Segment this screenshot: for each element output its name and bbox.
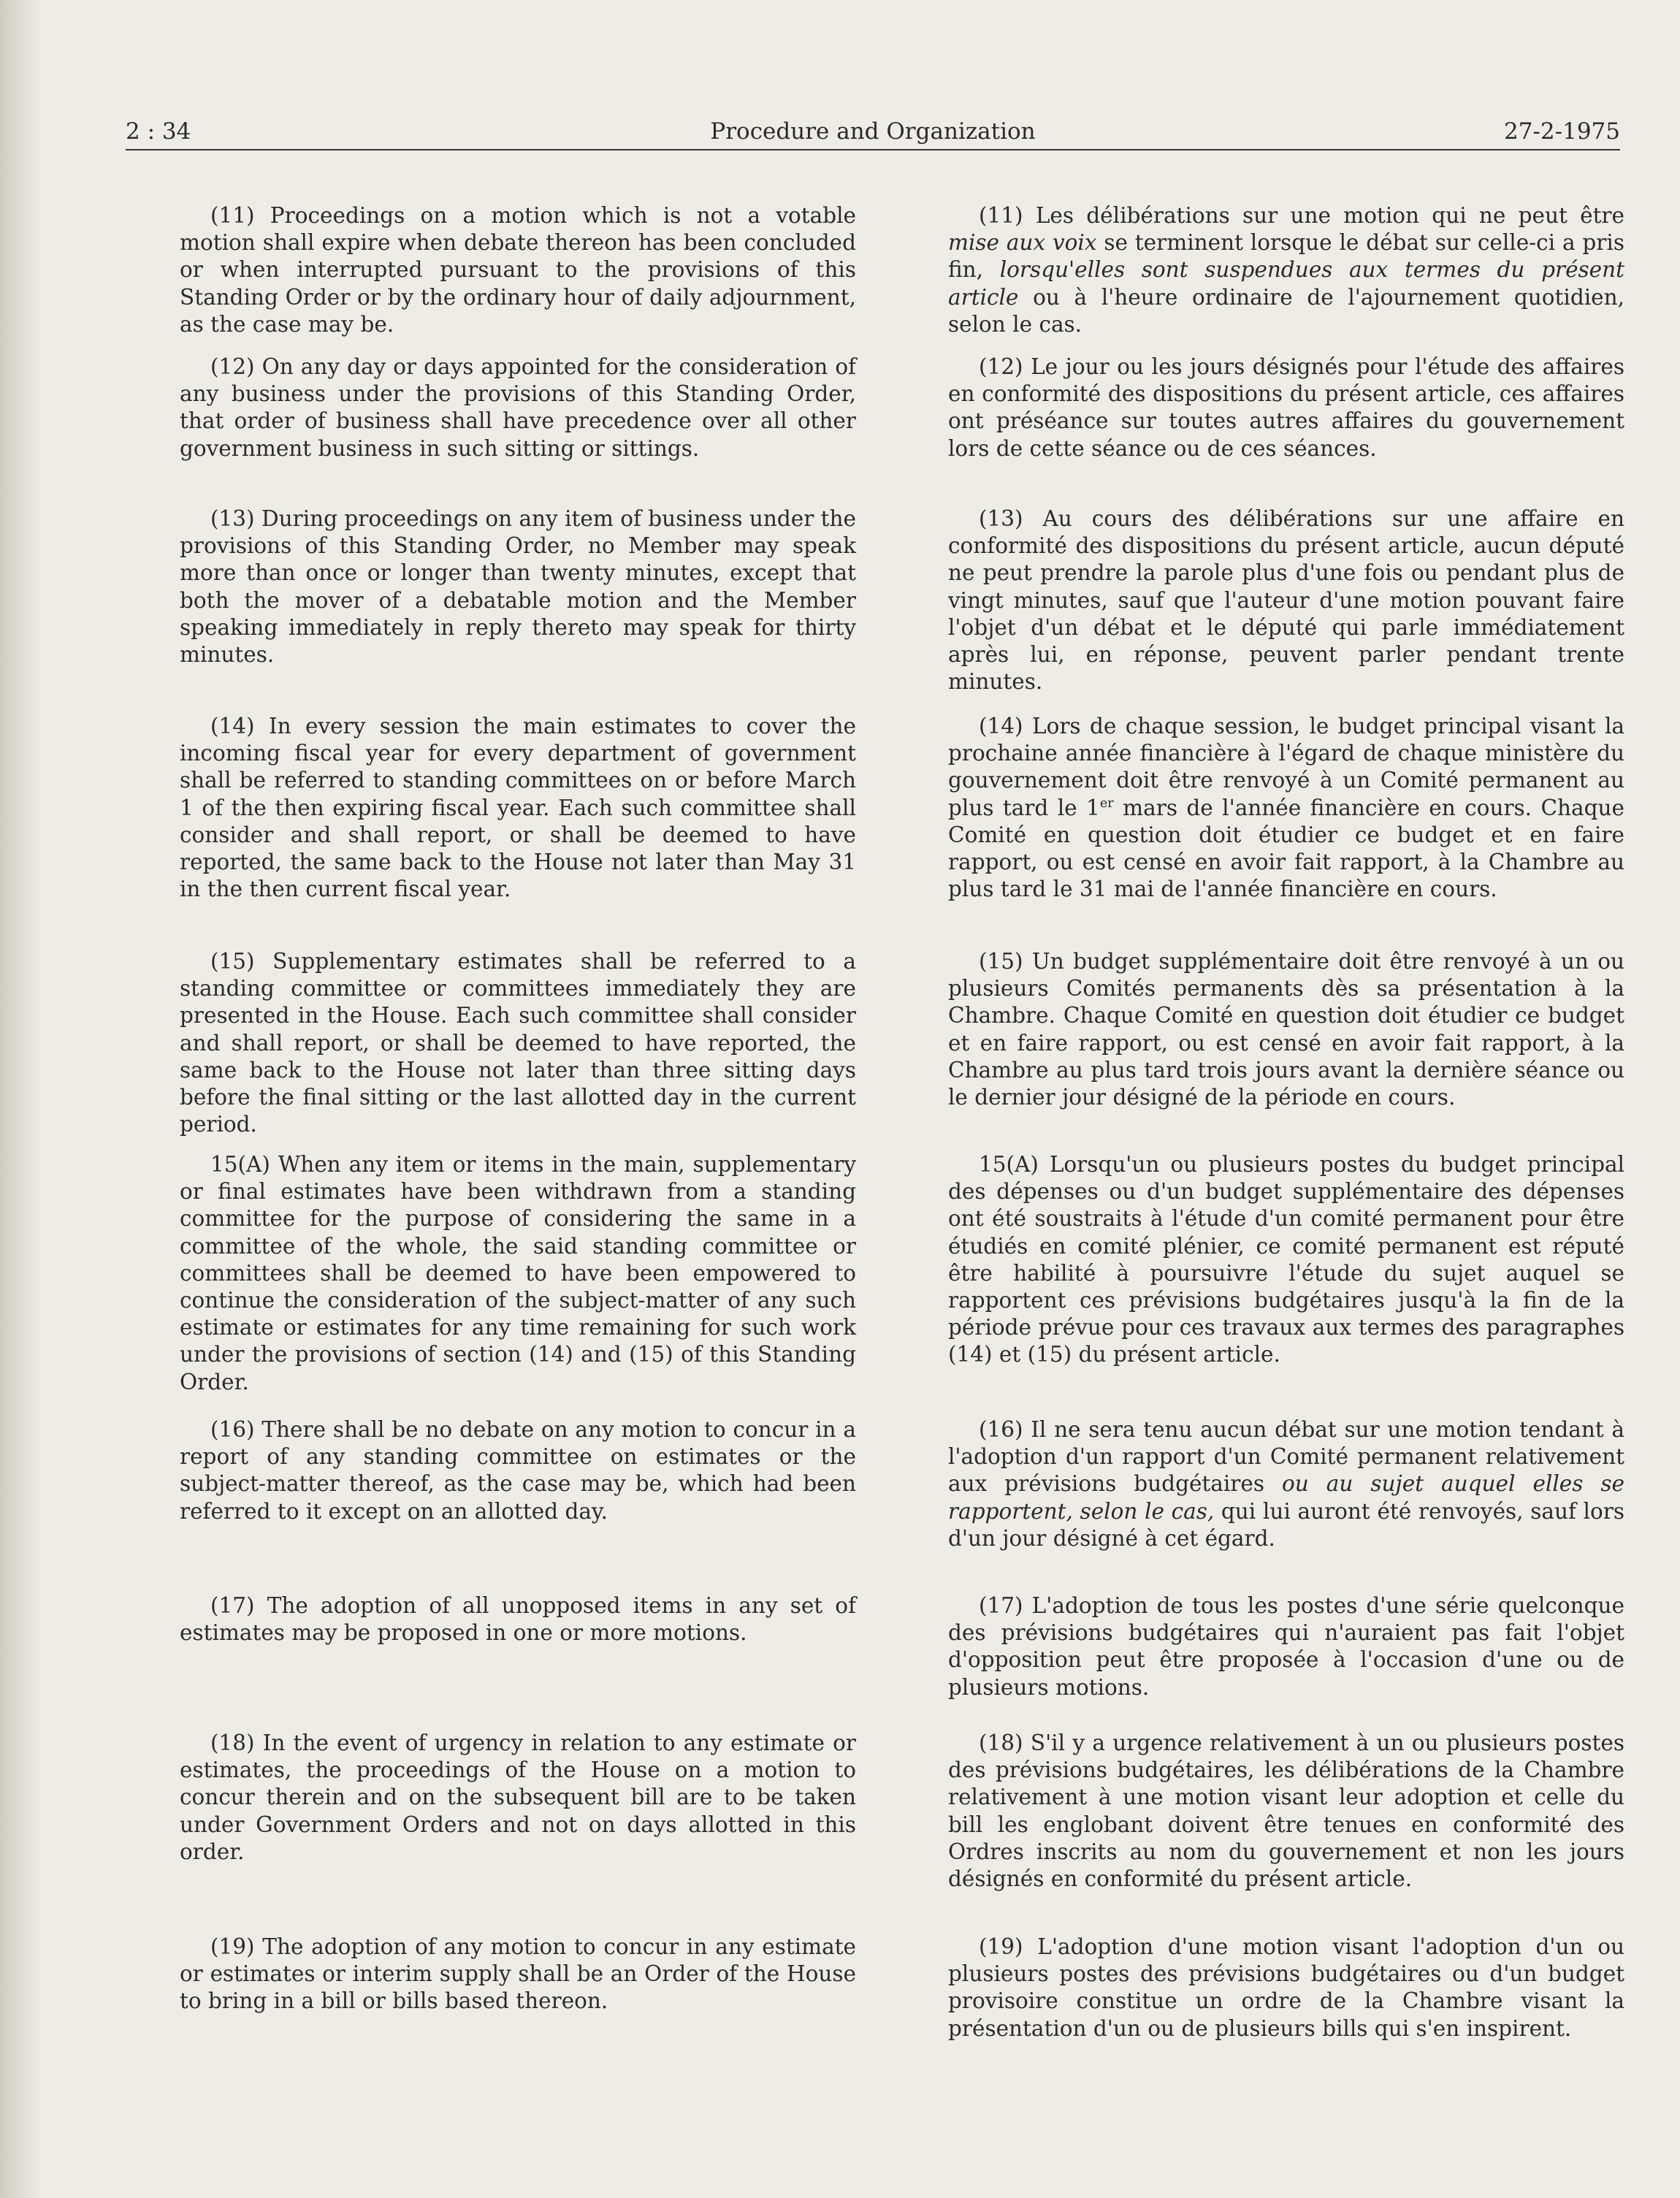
fr-paragraph-18: (18) S'il y a urgence relativement à un ou plusieurs postes des prévisions budgétaires, les délibérations de la Chambre relativement à une motion visant leur adoption et celle du bill les englobant doivent être tenues en conformité des Ordres inscrits au nom du gouvernement et non les jours désignés en conformité du présent article. [948,1730,1624,1892]
fr-p14-a: (14) Lors de chaque session, le budget principal visant la prochaine année financière à l'égard de chaque ministère du gouvernement doit être renvoyé à un Comité permanent au plus tard le 1 [948,714,1624,820]
header-date: 27-2-1975 [1503,118,1620,145]
fr-paragraph-19: (19) L'adoption d'une motion visant l'adoption d'un ou plusieurs postes des prévisions budgétaires ou d'un budget provisoire constitue un ordre de la Chambre visant la présentation d'un ou de plusieurs bills qui s'en inspirent. [948,1934,1624,2041]
fr-paragraph-17: (17) L'adoption de tous les postes d'une série quelconque des prévisions budgétaires qui n'auraient pas fait l'objet d'opposition peut être proposée à l'occasion d'une ou de plusieurs motions. [948,1593,1624,1700]
fr-p14-b: mars de l'année financière en cours. Chaque Comité en question doit étudier ce budget et en faire rapport, ou est censé en avoir fait rapport, à la Chambre au plus tard le 31 mai de l'année financière en cours. [948,795,1624,902]
en-paragraph-11: (11) Proceedings on a motion which is not a votable motion shall expire when debate thereon has been concluded or when interrupted pursuant to the provisions of this Standing Order or by the ordinary hour of daily adjournment, as the case may be. [180,203,856,337]
fr-p14-sup: er [1099,795,1114,811]
fr-p16-c: qui lui auront été renvoyés, sauf lors d'un jour désigné à cet égard. [948,1498,1624,1551]
en-paragraph-19: (19) The adoption of any motion to concur in any estimate or estimates or interim supply shall be an Order of the House to bring in a bill or bills based thereon. [180,1934,856,2014]
en-paragraph-14: (14) In every session the main estimates to cover the incoming fiscal year for every department of government shall be referred to standing committees on or before March 1 of the then expiring fiscal year. Each such committee shall consider and shall report, or shall be deemed to have reported, the same back to the House not later than May 31 in the then current fiscal year. [180,714,856,902]
fr-paragraph-15: (15) Un budget supplémentaire doit être renvoyé à un ou plusieurs Comités permanents dès sa présentation à la Chambre. Chaque Comité en question doit étudier ce budget et en faire rapport, ou est censé en avoir fait rapport, à la Chambre au plus tard trois jours avant la dernière séance ou le dernier jour désigné de la période en cours. [948,949,1624,1110]
page-number: 2 : 34 [126,118,191,145]
fr-paragraph-12: (12) Le jour ou les jours désignés pour l'étude des affaires en conformité des dispositions du présent article, ces affaires ont préséance sur toutes autres affaires du gouvernement lors de cette séance ou de ces séances. [948,354,1624,461]
en-paragraph-15: (15) Supplementary estimates shall be referred to a standing committee or committees immediately they are presented in the House. Each such committee shall consider and shall report, or shall be deemed to have reported, the same back to the House not later than three sitting days before the final sitting or the last allotted day in the current period. [180,949,856,1137]
en-paragraph-18: (18) In the event of urgency in relation to any estimate or estimates, the proceedings of the House on a motion to concur therein and on the subsequent bill are to be taken under Government Orders and not on days allotted in this order. [180,1730,856,1864]
fr-p16-b: ou au sujet auquel elles se rapportent, selon le cas, [948,1471,1624,1524]
running-title: Procedure and Organization [710,118,1036,145]
en-paragraph-15a: 15(A) When any item or items in the main, supplementary or final estimates have been withdrawn from a standing committee for the purpose of considering the same in a committee of the whole, the said standing committee or committees shall be deemed to have been empowered to continue the consideration of the subject-matter of any such estimate or estimates for any time remaining for such work under the provisions of section (14) and (15) of this Standing Order. [180,1152,856,1394]
fr-p11-d: lorsqu'elles sont suspendues aux termes du présent article [948,257,1624,310]
fr-p11-c: se terminent lorsque le débat sur celle-ci a pris fin, [948,230,1624,283]
binding-edge [0,0,42,2198]
en-paragraph-12: (12) On any day or days appointed for the consideration of any business under the provisions of this Standing Order, that order of business shall have precedence over all other government business in such sitting or sittings. [180,354,856,461]
en-paragraph-16: (16) There shall be no debate on any motion to concur in a report of any standing committee on estimates or the subject-matter thereof, as the case may be, which had been referred to it except on an allotted day. [180,1417,856,1524]
fr-paragraph-14 [948,713,1624,903]
fr-p11-a: (11) Les délibérations sur une motion qui ne peut être [979,203,1624,228]
fr-p11-b: mise aux voix [948,230,1097,256]
fr-paragraph-16 [948,1416,1624,1552]
fr-p11-e: ou à l'heure ordinaire de l'ajournement quotidien, selon le cas. [948,284,1624,337]
fr-paragraph-11 [948,202,1624,338]
fr-paragraph-15a: 15(A) Lorsqu'un ou plusieurs postes du budget principal des dépenses ou d'un budget supplémentaire des dépenses ont été soustraits à l'étude d'un comité permanent pour être étudiés en comité plénier, ce comité permanent est réputé être habilité à poursuivre l'étude du sujet auquel se rapportent ces prévisions budgétaires jusqu'à la fin de la période prévue pour ces travaux aux termes des paragraphes (14) et (15) du présent article. [948,1152,1624,1367]
en-paragraph-17: (17) The adoption of all unopposed items in any set of estimates may be proposed in one or more motions. [180,1593,856,1646]
fr-paragraph-13: (13) Au cours des délibérations sur une affaire en conformité des dispositions du présent article, aucun député ne peut prendre la parole plus d'une fois ou pendant plus de vingt minutes, sauf que l'auteur d'une motion pouvant faire l'objet d'un débat et le député qui parle immédiatement après lui, en réponse, peuvent parler pendant trente minutes. [948,506,1624,695]
running-header [126,115,1620,150]
en-paragraph-13: (13) During proceedings on any item of business under the provisions of this Standing Order, no Member may speak more than once or longer than twenty minutes, except that both the mover of a debatable motion and the Member speaking immediately in reply thereto may speak for thirty minutes. [180,506,856,668]
fr-p16-a: (16) Il ne sera tenu aucun débat sur une motion tendant à l'adoption d'un rapport d'un Comité permanent relativement aux prévisions budgétaires [948,1417,1624,1497]
